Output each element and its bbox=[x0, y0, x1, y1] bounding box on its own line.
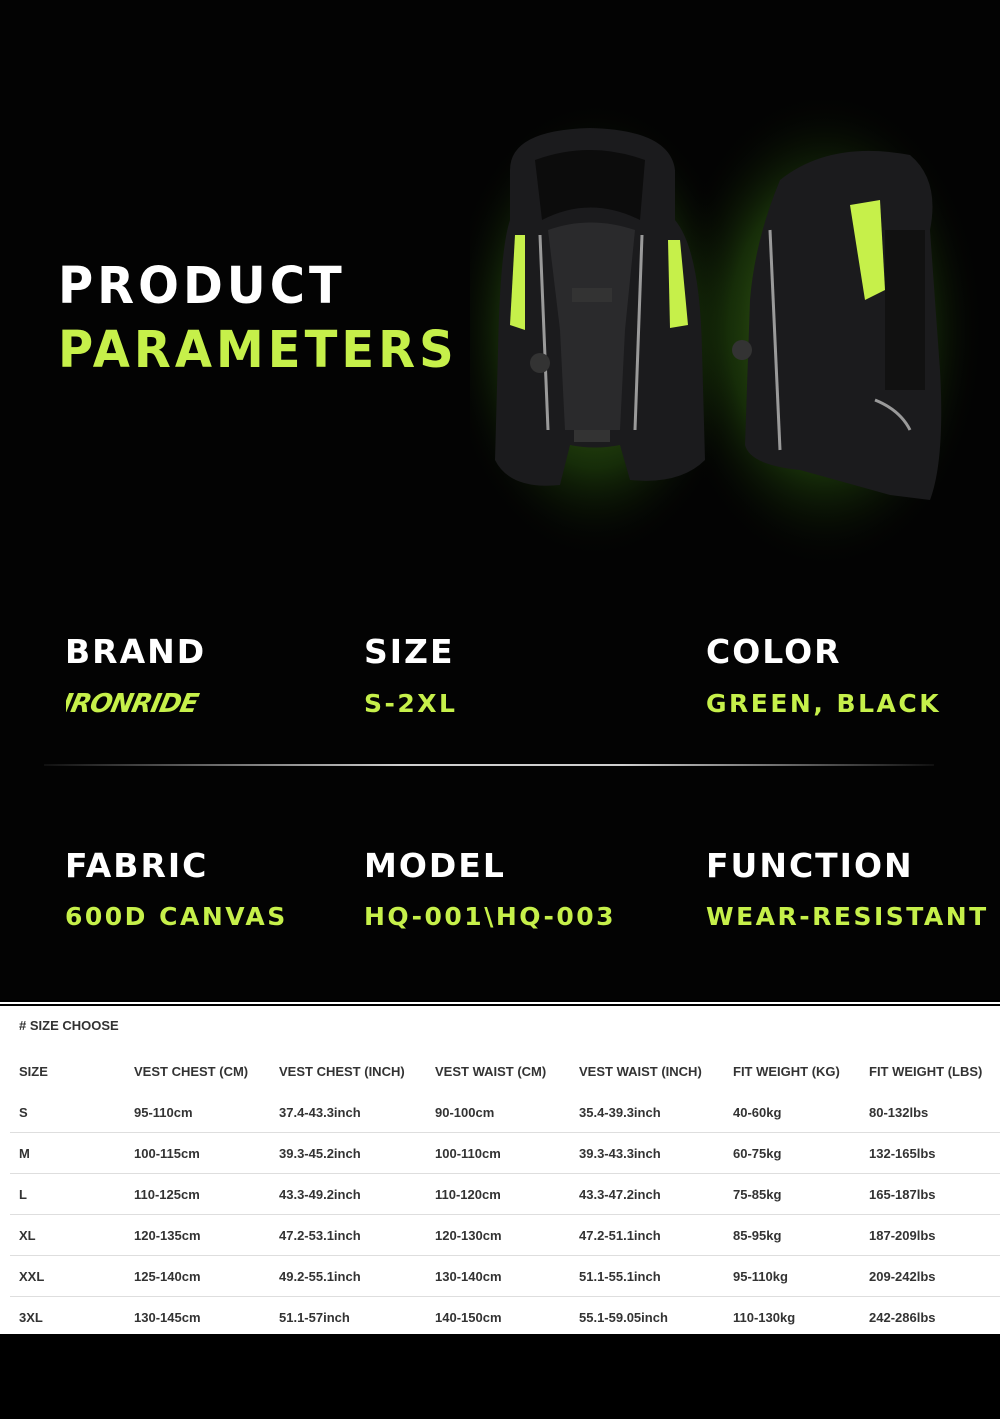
size-chart-heading: # SIZE CHOOSE bbox=[19, 1018, 119, 1033]
table-cell: 130-145cm bbox=[134, 1309, 201, 1325]
table-cell: 43.3-47.2inch bbox=[579, 1186, 661, 1202]
function-label: FUNCTION bbox=[706, 846, 914, 885]
table-cell: XXL bbox=[19, 1268, 45, 1284]
table-cell: 39.3-45.2inch bbox=[279, 1145, 361, 1161]
table-cell: 47.2-53.1inch bbox=[279, 1227, 361, 1243]
size-chart-panel bbox=[0, 1006, 1000, 1334]
table-cell: 37.4-43.3inch bbox=[279, 1104, 361, 1120]
vest-front-view bbox=[495, 128, 705, 486]
fabric-label: FABRIC bbox=[65, 846, 209, 885]
table-cell: 35.4-39.3inch bbox=[579, 1104, 661, 1120]
table-cell: 110-125cm bbox=[134, 1186, 200, 1202]
spec-divider bbox=[44, 764, 934, 766]
size-label: SIZE bbox=[364, 632, 455, 671]
table-cell: 3XL bbox=[19, 1309, 43, 1325]
table-row bbox=[10, 1092, 1000, 1133]
table-cell: S bbox=[19, 1104, 28, 1120]
table-cell: M bbox=[19, 1145, 30, 1161]
table-cell: 132-165lbs bbox=[869, 1145, 936, 1161]
table-cell: 47.2-51.1inch bbox=[579, 1227, 661, 1243]
table-cell: 51.1-55.1inch bbox=[579, 1268, 661, 1284]
column-header: VEST CHEST (CM) bbox=[134, 1063, 249, 1079]
column-header: VEST CHEST (INCH) bbox=[279, 1063, 405, 1079]
table-cell: 40-60kg bbox=[733, 1104, 782, 1120]
table-row bbox=[10, 1297, 1000, 1338]
table-cell: 90-100cm bbox=[435, 1104, 495, 1120]
table-cell: 110-120cm bbox=[435, 1186, 501, 1202]
table-cell: 49.2-55.1inch bbox=[279, 1268, 361, 1284]
table-cell: 120-135cm bbox=[134, 1227, 201, 1243]
column-header: FIT WEIGHT (KG) bbox=[733, 1063, 840, 1079]
table-row bbox=[10, 1215, 1000, 1256]
page-title-line1: PRODUCT bbox=[58, 256, 346, 316]
table-cell: 43.3-49.2inch bbox=[279, 1186, 361, 1202]
airbag-vest-image bbox=[470, 100, 980, 570]
table-cell: 242-286lbs bbox=[869, 1309, 936, 1325]
table-row bbox=[10, 1256, 1000, 1297]
color-value: GREEN, BLACK bbox=[706, 689, 942, 718]
size-chart-table bbox=[10, 1050, 1000, 1337]
column-header: FIT WEIGHT (LBS) bbox=[869, 1063, 983, 1079]
table-cell: 80-132lbs bbox=[869, 1104, 929, 1120]
table-row bbox=[10, 1133, 1000, 1174]
table-cell: 120-130cm bbox=[435, 1227, 502, 1243]
table-cell: 75-85kg bbox=[733, 1186, 782, 1202]
table-cell: XL bbox=[19, 1227, 36, 1243]
table-cell: 130-140cm bbox=[435, 1268, 502, 1284]
section-separator bbox=[0, 1002, 1000, 1004]
table-cell: 60-75kg bbox=[733, 1145, 782, 1161]
table-cell: 51.1-57inch bbox=[279, 1309, 350, 1325]
page-title-line2: PARAMETERS bbox=[58, 320, 458, 380]
svg-text:IRONRIDE: IRONRIDE bbox=[66, 689, 201, 718]
table-cell: 140-150cm bbox=[435, 1309, 502, 1325]
function-value: WEAR-RESISTANT bbox=[706, 902, 989, 931]
table-cell: 100-110cm bbox=[435, 1145, 501, 1161]
table-cell: 110-130kg bbox=[733, 1309, 796, 1325]
fabric-value: 600D CANVAS bbox=[65, 902, 288, 931]
color-label: COLOR bbox=[706, 632, 842, 671]
table-cell: 125-140cm bbox=[134, 1268, 201, 1284]
column-header: VEST WAIST (INCH) bbox=[579, 1063, 702, 1079]
table-cell: 209-242lbs bbox=[869, 1268, 936, 1284]
table-header-row bbox=[10, 1050, 1000, 1092]
table-cell: 39.3-43.3inch bbox=[579, 1145, 661, 1161]
table-cell: 55.1-59.05inch bbox=[579, 1309, 668, 1325]
table-cell: 85-95kg bbox=[733, 1227, 782, 1243]
model-value: HQ-001\HQ-003 bbox=[364, 902, 617, 931]
brand-logo bbox=[66, 688, 216, 722]
column-header: SIZE bbox=[19, 1063, 48, 1079]
table-cell: L bbox=[19, 1186, 27, 1202]
table-cell: 95-110kg bbox=[733, 1268, 788, 1284]
table-row bbox=[10, 1174, 1000, 1215]
table-cell: 100-115cm bbox=[134, 1145, 200, 1161]
model-label: MODEL bbox=[364, 846, 506, 885]
column-header: VEST WAIST (CM) bbox=[435, 1063, 547, 1079]
table-cell: 187-209lbs bbox=[869, 1227, 936, 1243]
table-cell: 165-187lbs bbox=[869, 1186, 936, 1202]
table-cell: 95-110cm bbox=[134, 1104, 193, 1120]
size-value: S-2XL bbox=[364, 689, 458, 718]
brand-label: BRAND bbox=[65, 632, 207, 671]
